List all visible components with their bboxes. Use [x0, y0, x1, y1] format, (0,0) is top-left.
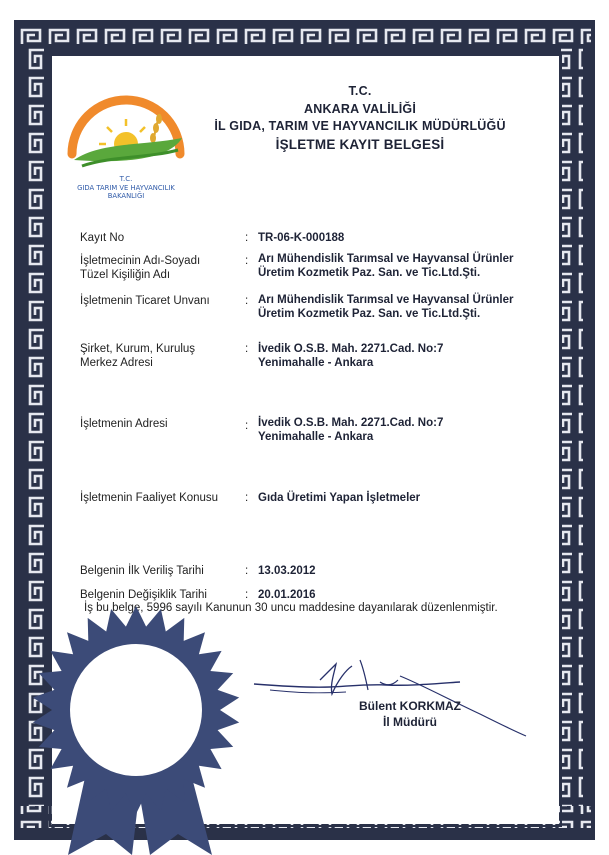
official-seal — [28, 598, 242, 855]
merkez-value-2: Yenimahalle - Ankara — [258, 357, 374, 369]
adres-value-1: İvedik O.S.B. Mah. 2271.Cad. No:7 — [258, 417, 444, 429]
header-tc: T.C. — [348, 84, 372, 98]
isletmeci-label-1: İşletmecinin Adı-Soyadı — [80, 255, 201, 267]
unvan-value-1: Arı Mühendislik Tarımsal ve Hayvansal Ürünler — [258, 294, 514, 306]
degisiklik-value: 20.01.2016 — [258, 589, 316, 601]
signatory-block — [340, 698, 480, 730]
unvan-label: İşletmenin Ticaret Unvanı — [80, 295, 210, 307]
logo-ministry-line1: GIDA TARIM VE HAYVANCILIK — [77, 184, 175, 192]
isletmeci-value-1: Arı Mühendislik Tarımsal ve Hayvansal Ürünler — [258, 253, 514, 265]
colon: : — [245, 565, 249, 577]
header-governorship: ANKARA VALİLİĞİ — [303, 102, 417, 116]
adres-label: İşletmenin Adresi — [80, 418, 168, 430]
merkez-value-1: İvedik O.S.B. Mah. 2271.Cad. No:7 — [258, 343, 444, 355]
faaliyet-label: İşletmenin Faaliyet Konusu — [80, 492, 219, 504]
legal-statement: İş bu belge, 5996 sayılı Kanunun 30 uncu maddesine dayanılarak düzenlenmiştir. — [84, 602, 498, 614]
colon: : — [245, 295, 249, 307]
colon: : — [245, 343, 249, 355]
logo-tc: T.C. — [119, 175, 133, 183]
merkez-label-2: Merkez Adresi — [80, 357, 153, 369]
colon: : — [245, 232, 249, 244]
unvan-value-2: Üretim Kozmetik Paz. San. ve Tic.Ltd.Şti. — [258, 308, 481, 320]
isletmeci-value-2: Üretim Kozmetik Paz. San. ve Tic.Ltd.Şti. — [258, 267, 481, 279]
faaliyet-value: Gıda Üretimi Yapan İşletmeler — [258, 492, 421, 504]
signatory-name: Bülent KORKMAZ — [359, 699, 461, 713]
certificate-title: İŞLETME KAYIT BELGESİ — [275, 137, 445, 152]
isletmeci-label-2: Tüzel Kişiliğin Adı — [80, 269, 171, 281]
ministry-logo — [60, 86, 192, 204]
degisiklik-label: Belgenin Değişiklik Tarihi — [80, 589, 207, 601]
colon: : — [245, 420, 249, 432]
colon: : — [245, 255, 249, 267]
colon: : — [245, 589, 249, 601]
ilk-verilis-value: 13.03.2012 — [258, 565, 316, 577]
header-directorate: İL GIDA, TARIM VE HAYVANCILIK MÜDÜRLÜĞÜ — [214, 119, 506, 133]
kayit-no-value: TR-06-K-000188 — [258, 232, 345, 244]
seal-center — [70, 644, 202, 776]
signatory-title: İl Müdürü — [383, 715, 437, 729]
ilk-verilis-label: Belgenin İlk Veriliş Tarihi — [80, 565, 204, 577]
colon: : — [245, 492, 249, 504]
logo-ministry-line2: BAKANLIĞI — [107, 192, 145, 200]
merkez-label-1: Şirket, Kurum, Kuruluş — [80, 343, 196, 355]
kayit-no-label: Kayıt No — [80, 232, 125, 244]
adres-value-2: Yenimahalle - Ankara — [258, 431, 374, 443]
